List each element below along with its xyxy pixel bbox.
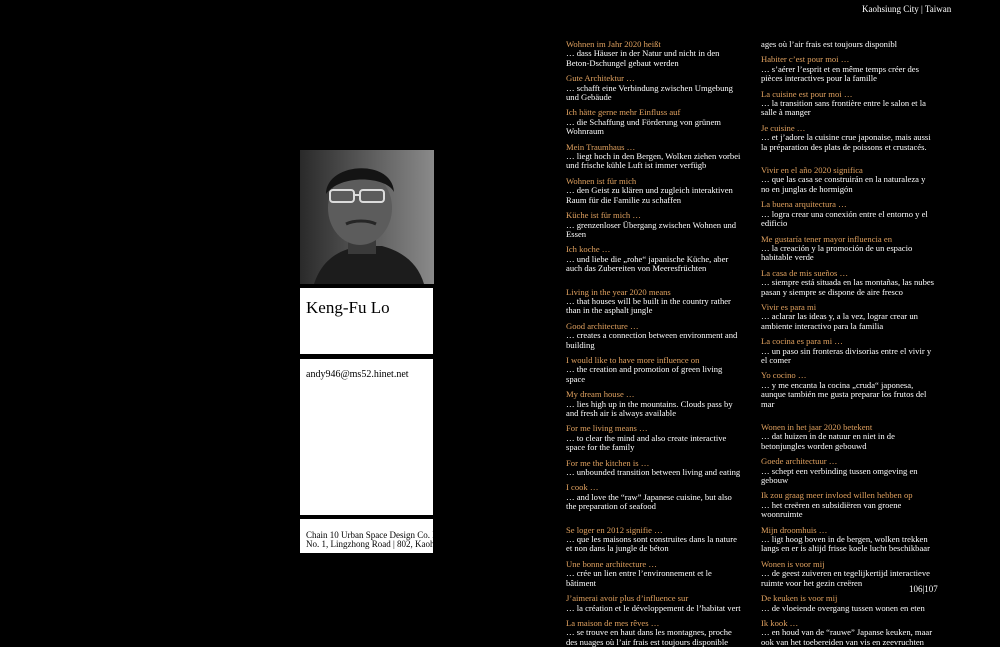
answer-text: … crée un lien entre l’environnement et le bâtiment bbox=[566, 568, 712, 588]
answer-text: … and love the “raw” Japanese cuisine, but also the preparation of seafood bbox=[566, 491, 732, 512]
answer-text: … que las casa se construirán en la naturaleza y no en junglas de hormigón bbox=[761, 174, 926, 194]
question-heading: Wohnen ist für mich bbox=[566, 175, 637, 186]
question-heading: La casa de mis sueños … bbox=[761, 267, 849, 278]
answer-text: ages où l’air frais est toujours disponibl bbox=[761, 39, 898, 49]
question-heading: Vivir en el año 2020 significa bbox=[761, 165, 863, 176]
question-heading: La cocina es para mi … bbox=[761, 336, 843, 347]
qa-entry bbox=[761, 269, 936, 297]
qa-entry bbox=[761, 594, 936, 613]
question-heading: Ich hätte gerne mehr Einfluss auf bbox=[566, 107, 681, 118]
qa-entry bbox=[566, 108, 741, 136]
answer-text: … logra crear una conexión entre el entorno y el edificio bbox=[761, 208, 928, 229]
address-card bbox=[300, 519, 446, 553]
designer-name: Keng-Fu Lo bbox=[306, 298, 390, 317]
answer-text: … aclarar las ideas y, a la vez, lograr crear un ambiente interactivo para la familia bbox=[761, 311, 918, 331]
portrait-photo bbox=[300, 150, 434, 284]
answer-text: … schafft eine Verbindung zwischen Umgebung und Gebäude bbox=[566, 82, 733, 103]
qa-entry bbox=[761, 491, 936, 519]
question-heading: Wonen in het jaar 2020 betekent bbox=[761, 422, 873, 432]
answer-text: … un paso sin fronteras divisorias entre el vivir y el comer bbox=[761, 345, 932, 365]
qa-entry bbox=[566, 211, 741, 239]
question-heading: Me gustaría tener mayor influencia en bbox=[761, 233, 893, 244]
qa-entry bbox=[761, 371, 936, 409]
question-heading: Ich koche … bbox=[566, 244, 611, 255]
answer-text: … dass Häuser in der Natur und nicht in den Beton-Dschungel gebaut werden bbox=[566, 48, 720, 68]
language-block bbox=[566, 288, 741, 512]
street-address: No. 1, Lingzhong Road | 802, Kaohsiu bbox=[306, 539, 446, 549]
answer-text: … la creación y la promoción de un espacio habitable verde bbox=[761, 242, 913, 263]
name-card bbox=[300, 288, 433, 354]
question-heading: La buena arquitectura … bbox=[761, 199, 847, 210]
qa-entry bbox=[761, 40, 936, 49]
qa-entry bbox=[566, 356, 741, 384]
qa-entry bbox=[566, 40, 741, 68]
qa-entry bbox=[761, 90, 936, 118]
qa-entry bbox=[761, 619, 936, 647]
language-block bbox=[761, 423, 936, 647]
answer-text: … en houd van de “rauwe” Japanse keuken, maar ook van het toebereiden van vis en zeevruchten bbox=[761, 627, 933, 647]
question-heading: I would like to have more influence on bbox=[566, 354, 700, 365]
answer-text: … s’aérer l’esprit et en même temps créer des pièces interactives pour la famille bbox=[761, 63, 919, 84]
answer-text: … to clear the mind and also create interactive space for the family bbox=[566, 432, 727, 453]
page-numbers: 106|107 bbox=[909, 584, 938, 594]
location-header: Kaohsiung City | Taiwan bbox=[862, 4, 952, 14]
qa-entry bbox=[761, 235, 936, 263]
email-link[interactable]: andy946@ms52.hinet.net bbox=[306, 369, 409, 380]
question-heading: Mijn droomhuis … bbox=[761, 524, 828, 535]
question-heading: Gute Architektur … bbox=[566, 73, 635, 84]
answer-text: … y me encanta la cocina „cruda“ japonesa, aunque también me gusta preparar los frutos del mar bbox=[761, 379, 927, 409]
portrait-image bbox=[300, 150, 434, 284]
question-heading: I cook … bbox=[566, 482, 599, 493]
question-heading: Mein Traumhaus … bbox=[566, 141, 636, 152]
language-block bbox=[566, 526, 741, 647]
qa-entry bbox=[566, 245, 741, 273]
question-heading: Wonen is voor mij bbox=[761, 558, 825, 569]
question-heading: De keuken is voor mij bbox=[761, 593, 838, 604]
question-heading: Yo cocino … bbox=[761, 370, 807, 381]
question-heading: Habiter c’est pour moi … bbox=[761, 54, 850, 65]
answer-text: … creates a connection between environment and building bbox=[566, 330, 738, 350]
company-name: Chain 10 Urban Space Design Co. Lt bbox=[306, 530, 441, 540]
language-block bbox=[761, 40, 936, 152]
qa-entry bbox=[566, 288, 741, 316]
question-heading: Une bonne architecture … bbox=[566, 558, 657, 569]
question-heading: Vivir es para mi bbox=[761, 301, 817, 312]
language-block bbox=[566, 40, 741, 274]
qa-entry bbox=[566, 594, 741, 613]
qa-entry bbox=[761, 303, 936, 331]
question-heading: For me living means … bbox=[566, 423, 648, 434]
answer-text: … grenzenloser Übergang zwischen Wohnen und Essen bbox=[566, 219, 737, 239]
qa-entry bbox=[566, 143, 741, 171]
qa-entry bbox=[761, 526, 936, 554]
qa-entry bbox=[761, 457, 936, 485]
qa-entry bbox=[566, 560, 741, 588]
email-card bbox=[300, 359, 433, 515]
question-heading: Living in the year 2020 means bbox=[566, 286, 671, 297]
answer-text: … siempre está situada en las montañas, las nubes pasan y siempre se dispone de aire fresco bbox=[761, 277, 935, 297]
qa-entry bbox=[566, 526, 741, 554]
answer-text: … dat huizen in de natuur en niet in de betonjungles worden gebouwd bbox=[761, 431, 895, 451]
qa-entry bbox=[761, 55, 936, 83]
qa-entry bbox=[566, 424, 741, 452]
answer-text: … und liebe die „rohe“ japanische Küche, aber auch das Zubereiten von Meeresfrüchten bbox=[566, 253, 729, 274]
answer-text: … et j’adore la cuisine crue japonaise, mais aussi la préparation des plats de poissons et crustacés. bbox=[761, 132, 931, 152]
answer-text: … de vloeiende overgang tussen wonen en eten bbox=[761, 602, 925, 613]
question-heading: La maison de mes rêves … bbox=[566, 617, 660, 628]
qa-entry bbox=[761, 124, 936, 152]
text-column-left bbox=[566, 39, 741, 647]
question-heading: Wohnen im Jahr 2020 heißt bbox=[566, 39, 661, 49]
question-heading: Goede architectuur … bbox=[761, 456, 838, 467]
question-heading: For me the kitchen is … bbox=[566, 457, 650, 468]
answer-text: … de geest zuiveren en tegelijkertijd interactieve ruimte voor het gezin creëren bbox=[761, 568, 930, 588]
question-heading: Se loger en 2012 signifie … bbox=[566, 524, 663, 535]
qa-entry bbox=[566, 483, 741, 511]
answer-text: … schept een verbinding tussen omgeving en gebouw bbox=[761, 465, 918, 486]
qa-entry bbox=[566, 74, 741, 102]
question-heading: Ik kook … bbox=[761, 617, 799, 628]
question-heading: J’aimerai avoir plus d’influence sur bbox=[566, 593, 689, 604]
question-heading: Küche ist für mich … bbox=[566, 210, 641, 221]
qa-entry bbox=[566, 177, 741, 205]
qa-entry bbox=[761, 200, 936, 228]
language-block bbox=[761, 166, 936, 409]
answer-text: … unbounded transition between living and eating bbox=[566, 467, 741, 478]
answer-text: … la transition sans frontière entre le salon et la salle à manger bbox=[761, 98, 926, 118]
answer-text: … ligt hoog boven in de bergen, wolken trekken langs en er is altijd frisse koele lucht beschikbaar bbox=[761, 534, 930, 554]
answer-text: … den Geist zu klären und zugleich interaktiven Raum für die Familie zu schaffen bbox=[566, 185, 733, 205]
answer-text: … the creation and promotion of green living space bbox=[566, 364, 723, 384]
qa-entry bbox=[566, 619, 741, 647]
qa-entry bbox=[566, 390, 741, 418]
answer-text: … het creëren en subsidiëren van groene woonruimte bbox=[761, 499, 902, 520]
answer-text: … that houses will be built in the country rather than in the asphalt jungle bbox=[566, 295, 731, 316]
qa-entry bbox=[761, 166, 936, 194]
question-heading: Je cuisine … bbox=[761, 122, 806, 133]
question-heading: Ik zou graag meer invloed willen hebben op bbox=[761, 490, 913, 501]
answer-text: … la création et le développement de l’habitat vert bbox=[566, 602, 741, 613]
question-heading: La cuisine est pour moi … bbox=[761, 88, 853, 99]
question-heading: My dream house … bbox=[566, 389, 635, 400]
question-heading: Good architecture … bbox=[566, 320, 639, 331]
answer-text: … que les maisons sont construites dans la nature et non dans la jungle de béton bbox=[566, 534, 737, 554]
qa-entry bbox=[761, 337, 936, 365]
qa-entry bbox=[566, 322, 741, 350]
qa-entry bbox=[761, 423, 936, 451]
answer-text: … lies high up in the mountains. Clouds pass by and fresh air is always available bbox=[566, 398, 733, 418]
qa-entry bbox=[566, 459, 741, 478]
answer-text: … die Schaffung und Förderung von grünem Wohnraum bbox=[566, 116, 721, 137]
answer-text: … se trouve en haut dans les montagnes, proche des nuages où l’air frais est toujours disponible bbox=[566, 627, 732, 647]
answer-text: … liegt hoch in den Bergen, Wolken ziehen vorbei und frische kühle Luft ist immer verfügb bbox=[566, 151, 741, 171]
